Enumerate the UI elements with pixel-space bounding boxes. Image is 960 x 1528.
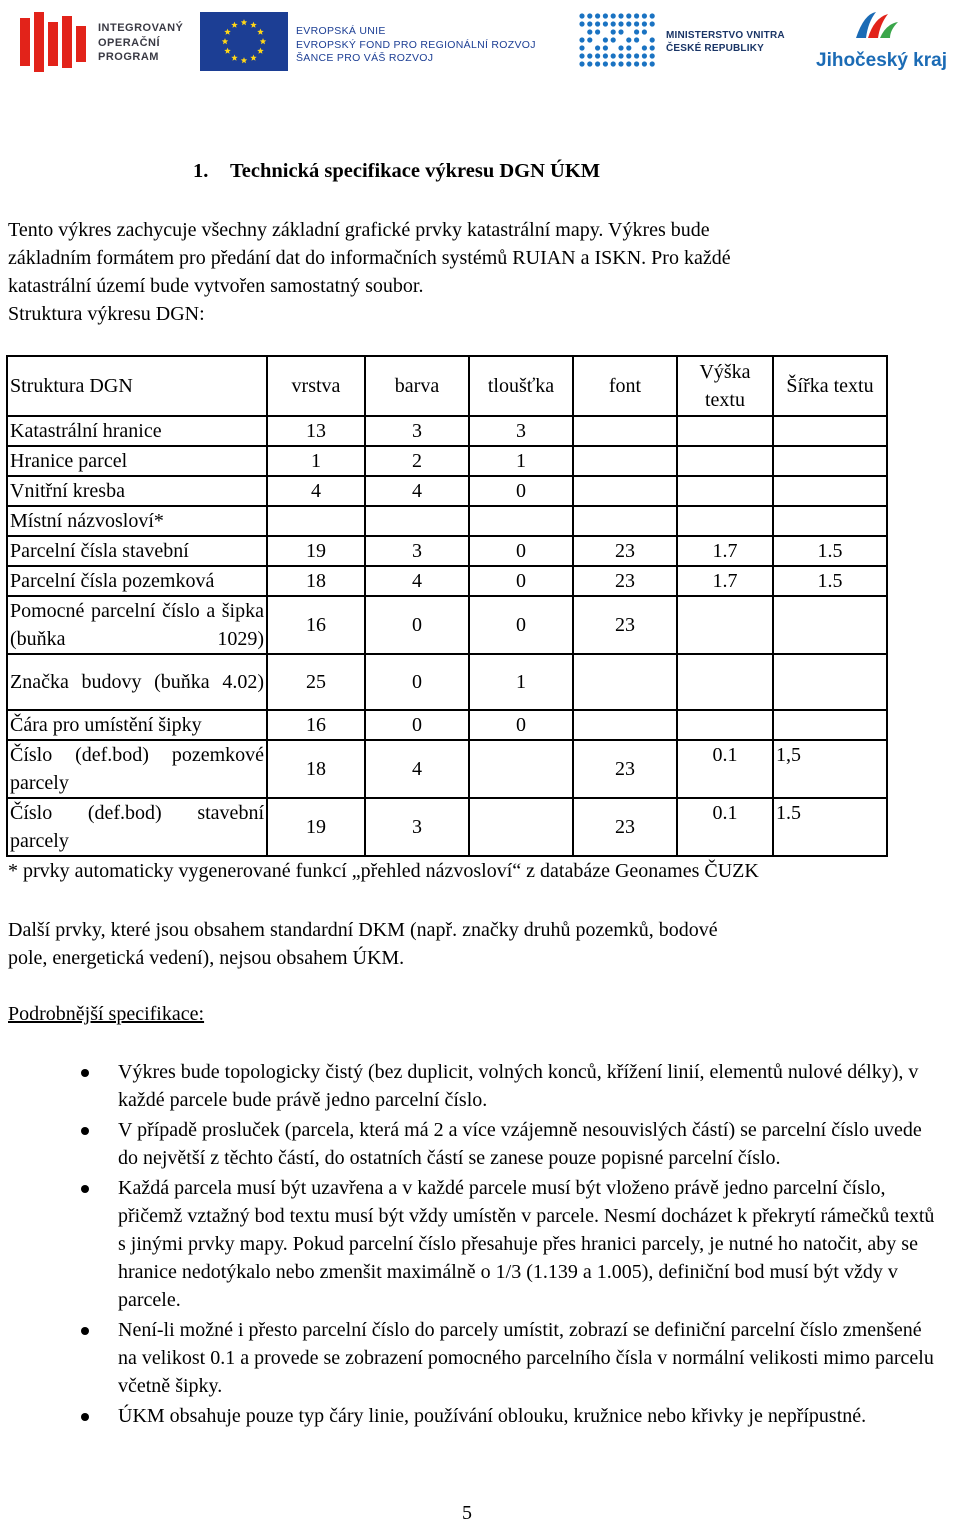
bullet-icon — [81, 1185, 89, 1193]
table-cell: 0 — [469, 710, 573, 740]
table-cell: 3 — [365, 536, 469, 566]
table-cell: 1.5 — [773, 536, 887, 566]
bullet-text: ÚKM obsahuje pouze typ čáry linie, používání oblouku, kružnice nebo křivky je nepřípustné. — [118, 1405, 867, 1427]
table-cell: 23 — [573, 566, 677, 596]
intro-line-4: Struktura výkresu DGN: — [8, 303, 205, 325]
mv-dot-icon — [595, 45, 600, 50]
iop-logo — [20, 10, 184, 72]
bullet-text: Výkres bude topologicky čistý (bez duplicit, volných konců, křížení linií, elementů nulové délky), v každé parcele bude právě jedno parcelní číslo. — [118, 1061, 919, 1111]
table-cell: Vnitřní kresba — [7, 476, 267, 506]
eu-line-1: EVROPSKÁ UNIE — [296, 25, 386, 37]
table-cell — [469, 798, 573, 856]
table-header-row — [7, 356, 887, 416]
table-cell: 0 — [469, 536, 573, 566]
mv-text — [666, 30, 785, 55]
mv-dot-icon — [618, 13, 623, 18]
table-cell: Značka budovy (buňka 4.02) — [7, 654, 267, 710]
table-cell: Katastrální hranice — [7, 416, 267, 446]
list-item — [0, 1116, 960, 1172]
table-cell: 18 — [267, 566, 365, 596]
table-cell: 4 — [267, 476, 365, 506]
jk-name: Jihočeský kraj — [816, 50, 947, 71]
table-cell: 0 — [365, 654, 469, 710]
mv-dot-icon — [611, 21, 616, 26]
bullet-icon — [81, 1069, 89, 1077]
mv-dot-icon — [587, 13, 592, 18]
eu-line-3: ŠANCE PRO VÁŠ ROZVOJ — [296, 52, 434, 64]
mv-dot-icon — [587, 53, 592, 58]
mv-dot-icon — [634, 21, 639, 26]
bullet-text: V případě prosluček (parcela, která má 2 a více vzájemně nesouvislých částí) se parcelní číslo uvede do největší z těchto částí, do ostatních částí se zanese pouze popisné parcelní číslo. — [118, 1119, 922, 1169]
table-cell — [677, 506, 773, 536]
table-row — [7, 710, 887, 740]
table-cell: 0.1 — [677, 740, 773, 798]
mv-dot-icon — [618, 45, 623, 50]
mv-dot-icon — [595, 29, 600, 34]
iop-line-3: PROGRAM — [98, 51, 159, 63]
list-item — [0, 1316, 960, 1400]
mv-dot-icon — [611, 13, 616, 18]
table-cell — [677, 416, 773, 446]
eu-line-2: EVROPSKÝ FOND PRO REGIONÁLNÍ ROZVOJ — [296, 38, 536, 51]
mv-dot-icon — [626, 61, 631, 66]
mv-dot-icon — [642, 21, 647, 26]
mv-dot-icon — [626, 21, 631, 26]
eu-logo — [200, 12, 560, 72]
iop-mark-icon — [20, 12, 90, 72]
iop-line-2: OPERAČNÍ — [98, 36, 161, 49]
list-item — [0, 1058, 960, 1114]
jk-logo — [812, 8, 958, 76]
mv-dot-icon — [595, 13, 600, 18]
intro-paragraph — [8, 216, 928, 328]
table-row — [7, 506, 887, 536]
mv-dot-icon — [650, 37, 655, 42]
additional-elements-paragraph — [8, 916, 928, 972]
logo-band — [0, 0, 960, 80]
table-cell: 23 — [573, 740, 677, 798]
table-header-cell: Výška textu — [677, 356, 773, 416]
table-header-cell: Struktura DGN — [7, 356, 267, 416]
jk-emblem-icon — [852, 8, 900, 44]
mv-dot-icon — [626, 53, 631, 58]
table-cell — [677, 596, 773, 654]
mv-dot-icon — [603, 53, 608, 58]
table-cell: 1,5 — [773, 740, 887, 798]
table-cell: 23 — [573, 536, 677, 566]
table-cell: 0.1 — [677, 798, 773, 856]
table-cell — [573, 654, 677, 710]
table-cell: 23 — [573, 596, 677, 654]
mv-line-1: MINISTERSTVO VNITRA — [666, 30, 785, 41]
mv-logo — [578, 12, 808, 72]
table-cell: 2 — [365, 446, 469, 476]
mv-dot-icon — [603, 13, 608, 18]
mv-dot-icon — [579, 21, 584, 26]
table-cell — [773, 446, 887, 476]
table-cell: Pomocné parcelní číslo a šipka (buňka 1029) — [7, 596, 267, 654]
table-cell: 16 — [267, 596, 365, 654]
mv-dot-icon — [611, 53, 616, 58]
table-row — [7, 654, 887, 710]
table-cell — [573, 710, 677, 740]
mv-dot-icon — [618, 21, 623, 26]
mv-dot-icon — [642, 29, 647, 34]
table-cell: 1.5 — [773, 566, 887, 596]
table-cell — [469, 740, 573, 798]
table-row — [7, 476, 887, 506]
table-row — [7, 536, 887, 566]
table-row — [7, 566, 887, 596]
eu-flag-icon — [200, 12, 288, 71]
table-cell: 1.7 — [677, 566, 773, 596]
table-cell — [773, 416, 887, 446]
table-cell: 13 — [267, 416, 365, 446]
mv-dot-icon — [642, 61, 647, 66]
bullet-icon — [81, 1127, 89, 1135]
table-cell — [573, 446, 677, 476]
mv-dot-icon — [579, 53, 584, 58]
mv-dot-icon — [650, 45, 655, 50]
table-cell: Hranice parcel — [7, 446, 267, 476]
table-cell: 1 — [469, 654, 573, 710]
table-cell: 4 — [365, 740, 469, 798]
mv-dot-icon — [603, 45, 608, 50]
mv-dot-icon — [642, 13, 647, 18]
mv-dot-icon — [618, 29, 623, 34]
section-number: 1. — [193, 160, 209, 182]
table-cell: 0 — [365, 596, 469, 654]
table-cell: 1.5 — [773, 798, 887, 856]
table-cell: Místní názvosloví* — [7, 506, 267, 536]
mv-dot-icon — [587, 61, 592, 66]
table-cell: 4 — [365, 566, 469, 596]
table-row — [7, 798, 887, 856]
intro-line-2: základním formátem pro předání dat do informačních systémů RUIAN a ISKN. Pro každé — [8, 247, 731, 269]
table-row — [7, 446, 887, 476]
mv-dot-icon — [603, 21, 608, 26]
table-cell: 23 — [573, 798, 677, 856]
mv-dot-icon — [611, 61, 616, 66]
table-header-cell: vrstva — [267, 356, 365, 416]
table-row — [7, 740, 887, 798]
table-cell: 0 — [469, 476, 573, 506]
table-cell — [773, 710, 887, 740]
mv-dot-icon — [611, 29, 616, 34]
mv-dot-icon — [650, 61, 655, 66]
list-item — [0, 1174, 960, 1314]
mv-dot-icon — [650, 21, 655, 26]
table-cell — [573, 416, 677, 446]
mv-dot-icon — [626, 45, 631, 50]
mv-dot-icon — [650, 53, 655, 58]
spec-heading-text: Podrobnější specifikace — [8, 1003, 199, 1025]
section-title: Technická specifikace výkresu DGN ÚKM — [230, 160, 601, 182]
table-cell — [677, 654, 773, 710]
table-cell — [773, 506, 887, 536]
mv-dot-icon — [634, 13, 639, 18]
mv-dot-icon — [579, 37, 584, 42]
mv-dot-icon — [618, 61, 623, 66]
bullet-icon — [81, 1327, 89, 1335]
table-cell: Parcelní čísla pozemková — [7, 566, 267, 596]
table-cell: Parcelní čísla stavební — [7, 536, 267, 566]
mv-dot-icon — [595, 53, 600, 58]
mv-dot-icon — [587, 21, 592, 26]
table-cell: 1 — [469, 446, 573, 476]
after-line-2: pole, energetická vedení), nejsou obsahem ÚKM. — [8, 947, 405, 969]
table-header-cell: barva — [365, 356, 469, 416]
table-cell — [677, 476, 773, 506]
table-cell: 0 — [469, 596, 573, 654]
mv-dot-icon — [634, 53, 639, 58]
mv-dot-icon — [626, 13, 631, 18]
mv-dot-icon — [611, 37, 616, 42]
table-cell: 0 — [365, 710, 469, 740]
table-cell — [267, 506, 365, 536]
mv-dot-icon — [595, 61, 600, 66]
table-cell: Číslo (def.bod) pozemkové parcely — [7, 740, 267, 798]
table-cell — [773, 596, 887, 654]
table-cell: 19 — [267, 798, 365, 856]
spec-bullet-list — [0, 1058, 960, 1432]
iop-line-1: INTEGROVANÝ — [98, 22, 184, 34]
intro-line-1: Tento výkres zachycuje všechny základní grafické prvky katastrální mapy. Výkres bude — [8, 219, 710, 241]
table-cell — [773, 476, 887, 506]
bullet-text: Není-li možné i přesto parcelní číslo do parcely umístit, zobrazí se definiční parcelní číslo zmenšené na velikost 0.1 a provede se zobrazení pomocného parcelního čísla v normální velikosti mimo parcelu včetně šipky. — [118, 1319, 934, 1397]
mv-dot-icon — [634, 37, 639, 42]
table-cell: 3 — [365, 416, 469, 446]
section-heading — [193, 160, 600, 183]
mv-dot-icon — [603, 61, 608, 66]
table-row — [7, 596, 887, 654]
mv-dot-icon — [618, 53, 623, 58]
table-cell — [573, 506, 677, 536]
bullet-text: Každá parcela musí být uzavřena a v každé parcele musí být vloženo právě jedno parcelní číslo, přičemž vztažný bod textu musí být vždy umístěn v parcele. Nesmí docházet k překrytí rámečků textů s jinými prvky mapy. Pokud parcelní číslo přesahuje přes hranici parcely, je nutné ho natočit, aby se hranice nedotýkalo nebo zmenšit maximálně o 1/3 (1.139 a 1.005), definiční bod musí být vždy v parcele. — [118, 1177, 935, 1311]
mv-dot-icon — [634, 61, 639, 66]
dgn-structure-table — [6, 355, 888, 857]
table-cell: 16 — [267, 710, 365, 740]
mv-dot-icon — [579, 61, 584, 66]
mv-dot-icon — [603, 37, 608, 42]
table-cell — [773, 654, 887, 710]
table-cell: 18 — [267, 740, 365, 798]
bullet-icon — [81, 1413, 89, 1421]
table-header-cell: Šířka textu — [773, 356, 887, 416]
table-cell — [365, 506, 469, 536]
table-cell — [469, 506, 573, 536]
detailed-spec-heading — [8, 1000, 204, 1028]
after-line-1: Další prvky, které jsou obsahem standardní DKM (např. značky druhů pozemků, bodové — [8, 919, 718, 941]
mv-dot-icon — [650, 13, 655, 18]
mv-dot-icon — [642, 45, 647, 50]
spec-heading-colon: : — [198, 1003, 205, 1025]
table-cell — [677, 446, 773, 476]
intro-line-3: katastrální území bude vytvořen samostatný soubor. — [8, 275, 424, 297]
mv-dots-icon — [578, 12, 656, 68]
table-row — [7, 416, 887, 446]
page-number: 5 — [462, 1502, 472, 1524]
table-cell — [573, 476, 677, 506]
table-cell: 19 — [267, 536, 365, 566]
table-header-cell: font — [573, 356, 677, 416]
mv-dot-icon — [626, 37, 631, 42]
table-cell: 0 — [469, 566, 573, 596]
mv-dot-icon — [595, 21, 600, 26]
table-cell: Čára pro umístění šipky — [7, 710, 267, 740]
mv-dot-icon — [634, 29, 639, 34]
mv-dot-icon — [587, 37, 592, 42]
table-cell: 25 — [267, 654, 365, 710]
mv-line-2: ČESKÉ REPUBLIKY — [666, 42, 765, 54]
mv-dot-icon — [642, 53, 647, 58]
table-cell — [677, 710, 773, 740]
table-cell: 3 — [365, 798, 469, 856]
table-cell: Číslo (def.bod) stavební parcely — [7, 798, 267, 856]
mv-dot-icon — [579, 13, 584, 18]
table-header-cell: tloušťka — [469, 356, 573, 416]
table-cell: 4 — [365, 476, 469, 506]
mv-dot-icon — [587, 29, 592, 34]
iop-text — [98, 21, 183, 65]
mv-dot-icon — [579, 45, 584, 50]
eu-text — [296, 25, 536, 66]
table-cell: 3 — [469, 416, 573, 446]
list-item — [0, 1402, 960, 1430]
table-cell: 1.7 — [677, 536, 773, 566]
table-cell: 1 — [267, 446, 365, 476]
table-footnote: * prvky automaticky vygenerované funkcí „přehled názvosloví“ z databáze Geonames ČUZK — [8, 860, 759, 882]
